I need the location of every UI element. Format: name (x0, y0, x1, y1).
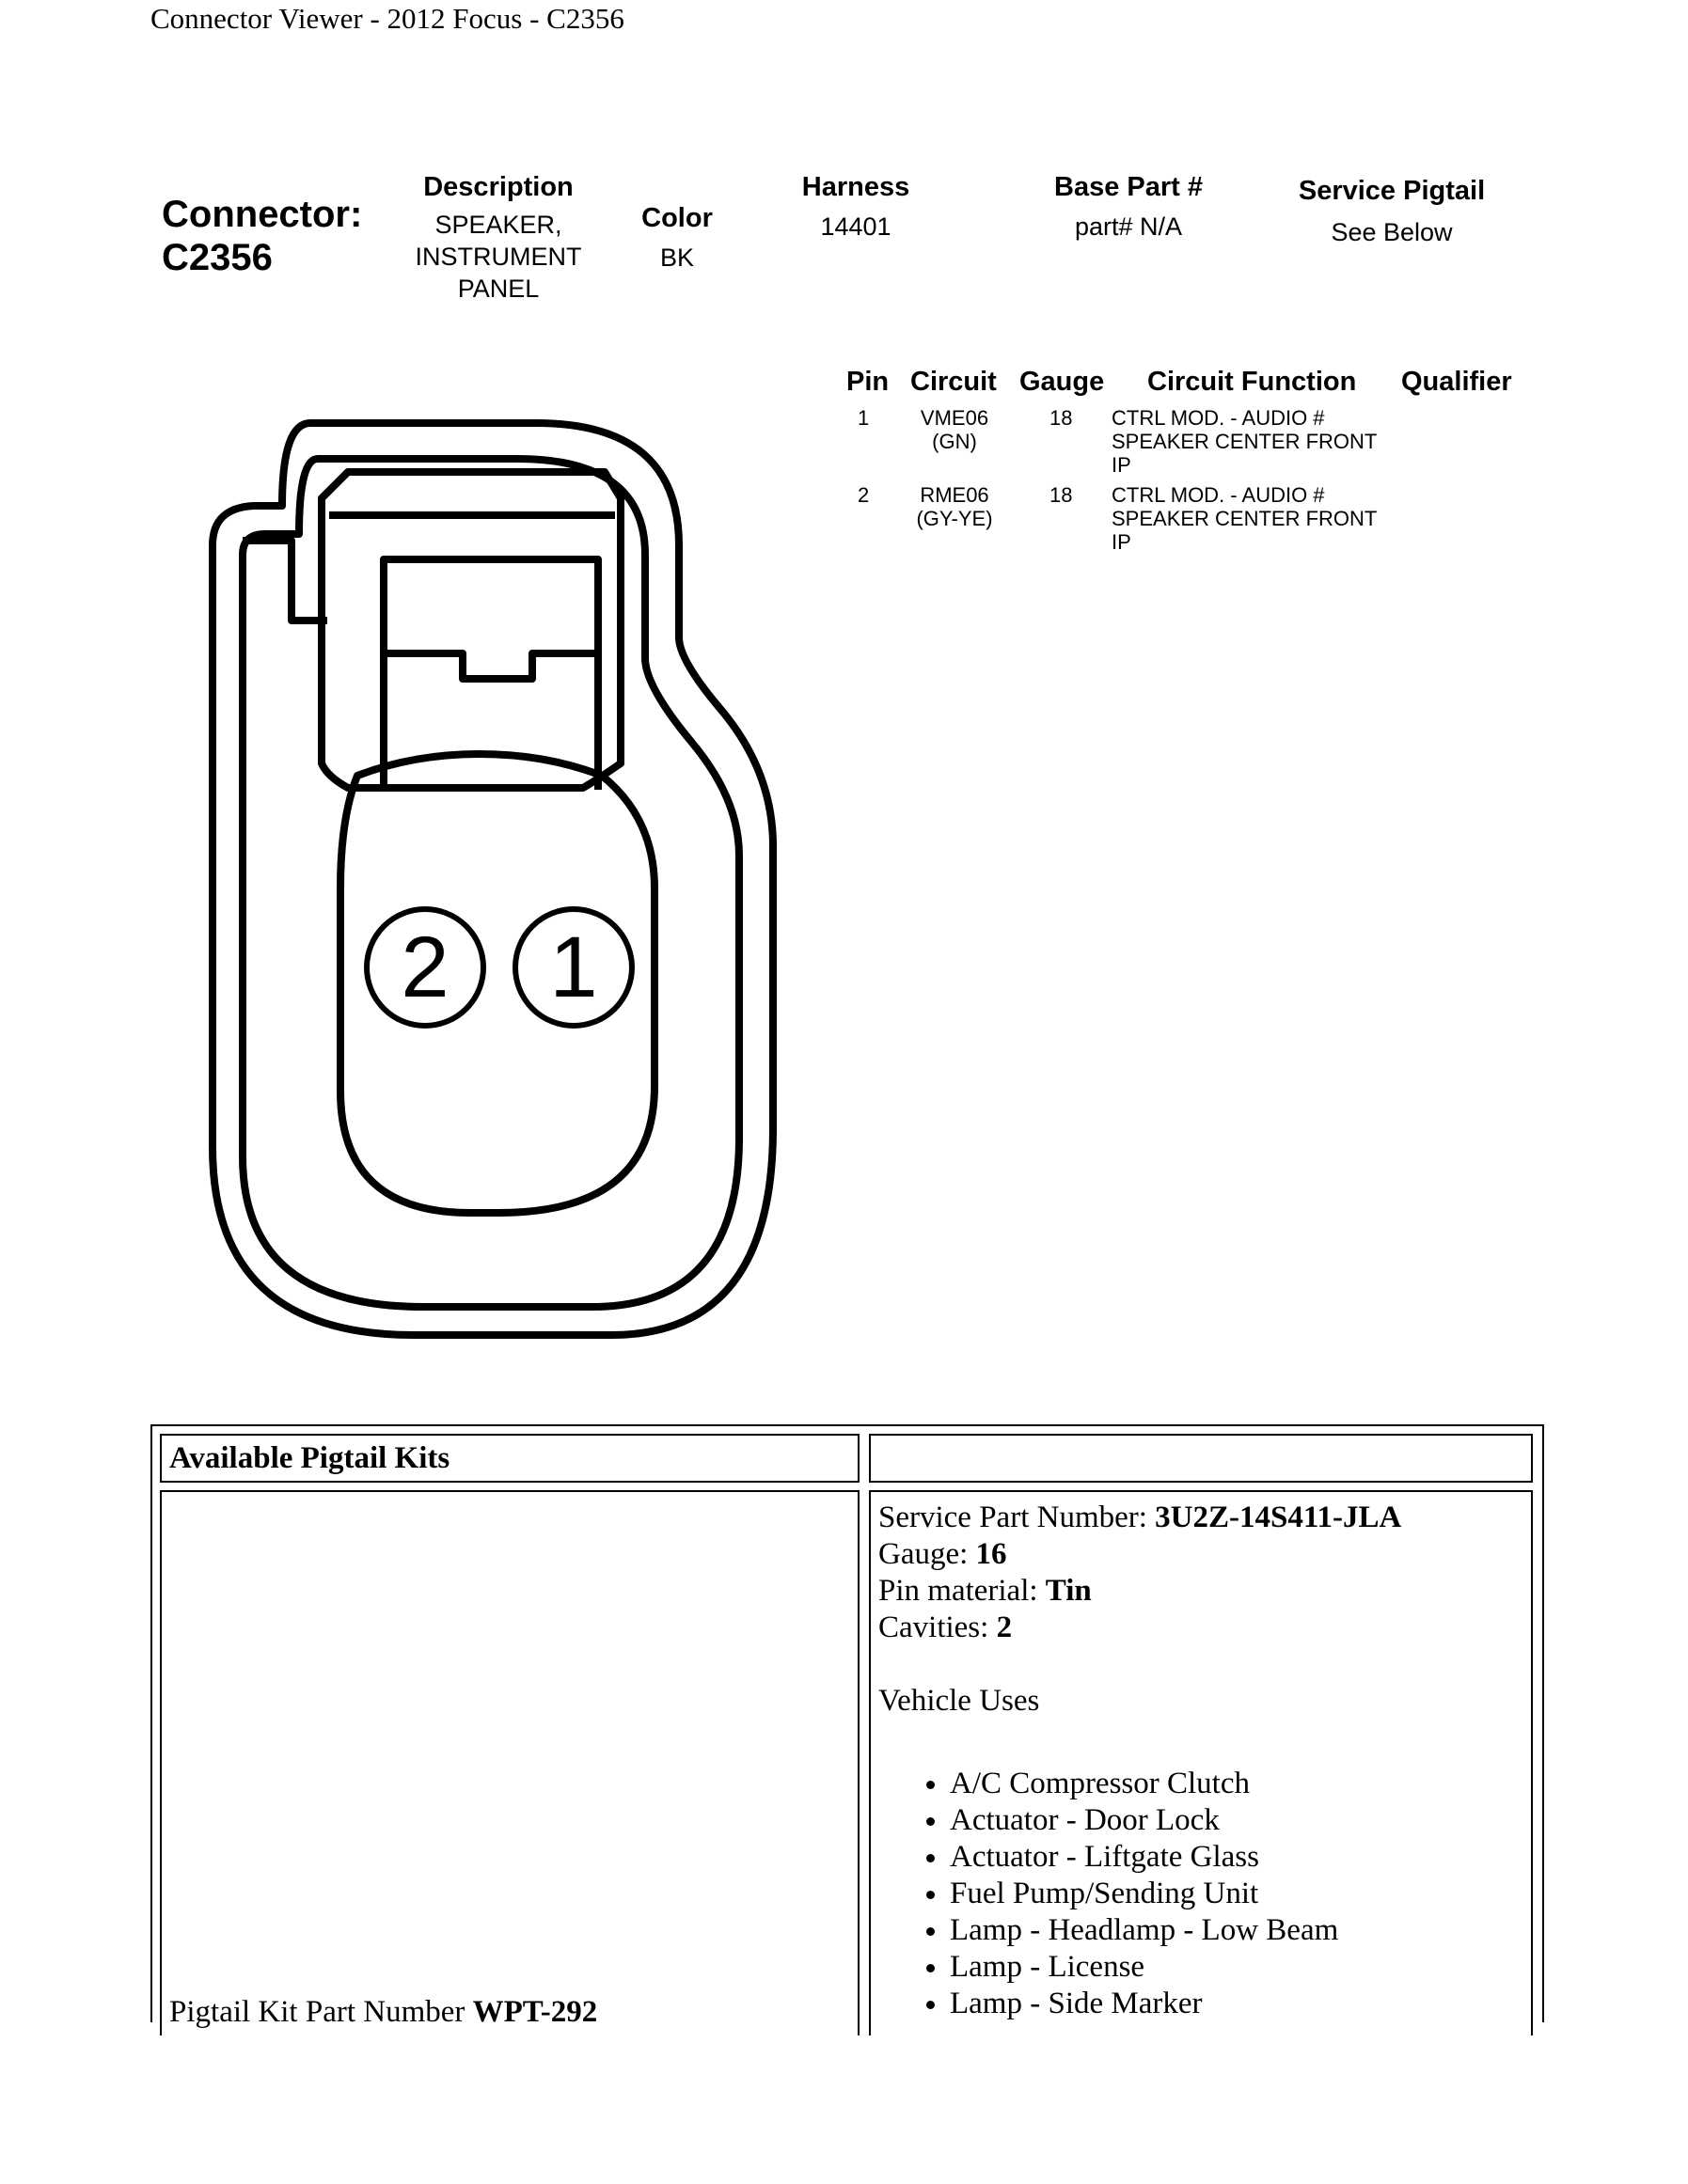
pin-number: 1 (858, 406, 870, 430)
cavities (878, 1610, 1401, 1646)
base-part-header: Base Part # (1054, 172, 1203, 202)
description-line: INSTRUMENT (415, 243, 582, 271)
vehicle-use-item: • Lamp - License (950, 1949, 1338, 1986)
kit-number-cell (160, 1490, 860, 2035)
circuit-id: RME06 (920, 483, 989, 507)
service-part-label: Service Part Number: (878, 1501, 1156, 1534)
pin-number: 2 (858, 483, 870, 507)
pigtail-kits-table (150, 1424, 1544, 2029)
base-part-value: part# N/A (1074, 212, 1183, 241)
service-pigtail-header: Service Pigtail (1298, 176, 1486, 206)
connector-face-diagram (197, 414, 799, 1354)
circuit-function-line: IP (1112, 530, 1131, 554)
circuit-code (903, 483, 1006, 530)
pin-label-2: 2 (401, 919, 450, 1015)
gauge-header: Gauge (1019, 367, 1105, 397)
vehicle-uses-list (916, 1766, 1338, 2022)
kit-number (169, 1995, 597, 2030)
service-part-number (878, 1500, 1401, 1536)
locking-tab (384, 559, 598, 679)
circuit-code (903, 406, 1006, 453)
circuit-function-line: SPEAKER CENTER FRONT (1112, 430, 1378, 453)
circuit-function (1112, 406, 1377, 477)
vehicle-use-item: • A/C Compressor Clutch (950, 1766, 1338, 1802)
pin-cavity-body (340, 754, 655, 1213)
circuit-function-line: CTRL MOD. - AUDIO # (1112, 406, 1325, 430)
connector-label-line1: Connector: (162, 194, 363, 235)
circuit-function-header: Circuit Function (1147, 367, 1357, 397)
kit-number-value: WPT-292 (472, 1995, 598, 2029)
vehicle-use-item: • Actuator - Door Lock (950, 1802, 1338, 1839)
vehicle-use-item: • Actuator - Liftgate Glass (950, 1839, 1338, 1876)
pin-label-1: 1 (549, 919, 598, 1015)
circuit-color: (GN) (932, 430, 977, 453)
connector-label (162, 193, 362, 279)
circuit-function-line: CTRL MOD. - AUDIO # (1112, 483, 1325, 507)
terminal-block (322, 472, 621, 788)
kits-heading: Available Pigtail Kits (169, 1441, 450, 1475)
gauge-value: 18 (1049, 406, 1073, 430)
description-line: PANEL (457, 275, 540, 303)
circuit-function-line: SPEAKER CENTER FRONT (1112, 507, 1378, 530)
cavities-value: 2 (996, 1611, 1013, 1644)
color-header: Color (641, 203, 713, 233)
vehicle-use-item: • Lamp - Side Marker (950, 1986, 1338, 2022)
kit-gauge-value: 16 (975, 1537, 1007, 1571)
description-value (386, 209, 611, 305)
kits-heading-empty-cell (869, 1434, 1533, 1483)
pin-material-value: Tin (1045, 1574, 1092, 1608)
description-line: SPEAKER, (434, 211, 562, 239)
housing-inner-outline (243, 459, 739, 1307)
vehicle-use-item: • Fuel Pump/Sending Unit (950, 1876, 1338, 1912)
pin-material-label: Pin material: (878, 1574, 1046, 1608)
page-title: Connector Viewer - 2012 Focus - C2356 (150, 2, 624, 35)
cavities-label: Cavities: (878, 1611, 997, 1644)
pin-material (878, 1573, 1401, 1610)
gauge-value: 18 (1049, 483, 1073, 507)
vehicle-uses-heading: Vehicle Uses (878, 1684, 1040, 1718)
harness-value: 14401 (820, 212, 891, 241)
service-part-value: 3U2Z-14S411-JLA (1155, 1501, 1402, 1534)
kit-gauge-label: Gauge: (878, 1537, 976, 1571)
connector-id: C2356 (162, 237, 273, 278)
circuit-function-line: IP (1112, 453, 1131, 477)
latch-notch (243, 541, 327, 621)
circuit-header: Circuit (910, 367, 997, 397)
kits-heading-cell (160, 1434, 860, 1483)
circuit-color: (GY-YE) (916, 507, 993, 530)
color-value: BK (659, 244, 695, 272)
qualifier-header: Qualifier (1401, 367, 1512, 397)
description-header: Description (423, 172, 574, 202)
service-pigtail-value: See Below (1331, 218, 1453, 246)
vehicle-use-item: • Lamp - Headlamp - Low Beam (950, 1912, 1338, 1949)
circuit-id: VME06 (920, 406, 989, 430)
kit-details-cell (869, 1490, 1533, 2035)
harness-header: Harness (801, 172, 910, 202)
pin-header: Pin (846, 367, 890, 397)
circuit-function (1112, 483, 1377, 554)
kit-spec-block (878, 1500, 1401, 1720)
kit-number-label: Pigtail Kit Part Number (169, 1995, 473, 2029)
kit-gauge (878, 1536, 1401, 1573)
